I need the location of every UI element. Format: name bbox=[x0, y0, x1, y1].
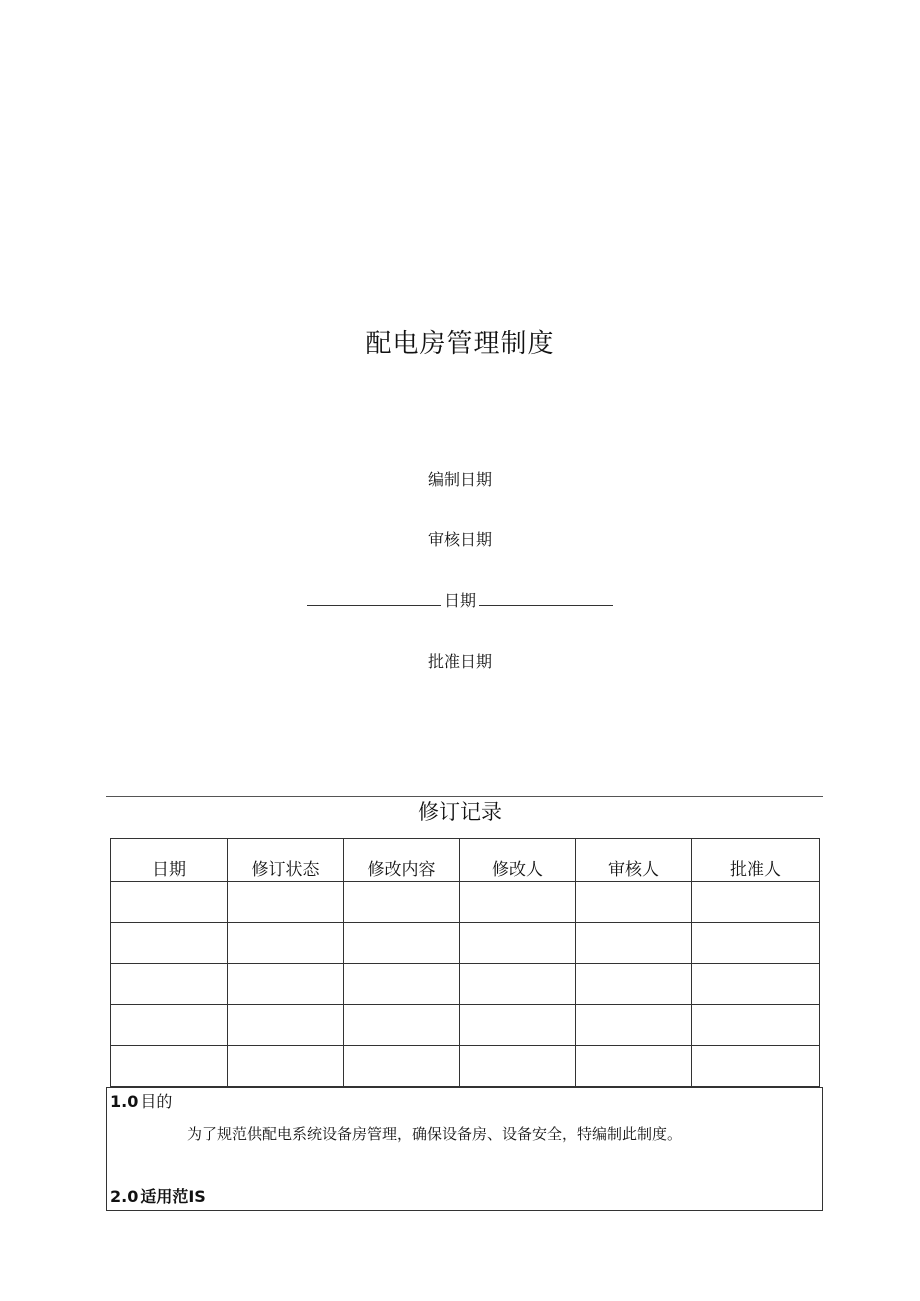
section-heading-scope bbox=[110, 1186, 206, 1208]
table-row bbox=[111, 1046, 820, 1087]
table-cell bbox=[692, 923, 820, 964]
table-cell bbox=[460, 1046, 576, 1087]
table-row bbox=[111, 923, 820, 964]
revision-record-title: 修订记录 bbox=[418, 800, 502, 824]
section-heading-purpose bbox=[110, 1091, 172, 1113]
table-cell bbox=[576, 964, 692, 1005]
column-header-date: 日期 bbox=[111, 839, 228, 882]
signoff-other-label: 日期 bbox=[443, 591, 476, 610]
signoff-approved-date: 批准日期 bbox=[427, 652, 492, 671]
signoff-blank-left bbox=[307, 591, 441, 606]
table-cell bbox=[228, 1005, 344, 1046]
section-number: 1.0 bbox=[110, 1092, 139, 1111]
signoff-blank-right bbox=[479, 591, 613, 606]
table-cell bbox=[111, 923, 228, 964]
table-cell bbox=[576, 1046, 692, 1087]
table-row bbox=[111, 882, 820, 923]
table-cell bbox=[344, 1005, 460, 1046]
table-cell bbox=[460, 964, 576, 1005]
signoff-reviewed-date: 审核日期 bbox=[427, 530, 492, 549]
revision-header-row bbox=[111, 839, 820, 882]
column-header-reviewer: 审核人 bbox=[576, 839, 692, 882]
section-title: 目的 bbox=[140, 1092, 173, 1111]
table-cell bbox=[576, 923, 692, 964]
table-cell bbox=[460, 1005, 576, 1046]
revision-table bbox=[110, 838, 820, 1087]
table-cell bbox=[460, 923, 576, 964]
content-section-box bbox=[106, 1087, 823, 1211]
section-title: 适用范IS bbox=[140, 1187, 206, 1206]
column-header-modifier: 修改人 bbox=[460, 839, 576, 882]
table-cell bbox=[228, 964, 344, 1005]
table-cell bbox=[692, 1046, 820, 1087]
table-cell bbox=[228, 882, 344, 923]
table-row bbox=[111, 1005, 820, 1046]
table-cell bbox=[344, 882, 460, 923]
column-header-change-content: 修改内容 bbox=[344, 839, 460, 882]
section-number: 2.0 bbox=[110, 1187, 139, 1206]
table-row bbox=[111, 964, 820, 1005]
table-cell bbox=[111, 882, 228, 923]
table-cell bbox=[576, 1005, 692, 1046]
table-cell bbox=[576, 882, 692, 923]
table-cell bbox=[111, 964, 228, 1005]
table-cell bbox=[692, 1005, 820, 1046]
column-header-revision-status: 修订状态 bbox=[228, 839, 344, 882]
column-header-approver: 批准人 bbox=[692, 839, 820, 882]
table-cell bbox=[344, 923, 460, 964]
section-body-purpose: 为了规范供配电系统设备房管理，确保设备房、设备安全，特编制此制度。 bbox=[187, 1125, 683, 1143]
document-title: 配电房管理制度 bbox=[365, 329, 555, 359]
table-cell bbox=[460, 882, 576, 923]
table-cell bbox=[344, 1046, 460, 1087]
signoff-compiled-date: 编制日期 bbox=[427, 470, 492, 489]
signoff-other-date bbox=[0, 590, 920, 612]
table-cell bbox=[228, 923, 344, 964]
table-cell bbox=[228, 1046, 344, 1087]
table-cell bbox=[692, 964, 820, 1005]
table-cell bbox=[344, 964, 460, 1005]
table-cell bbox=[692, 882, 820, 923]
table-cell bbox=[111, 1005, 228, 1046]
table-cell bbox=[111, 1046, 228, 1087]
